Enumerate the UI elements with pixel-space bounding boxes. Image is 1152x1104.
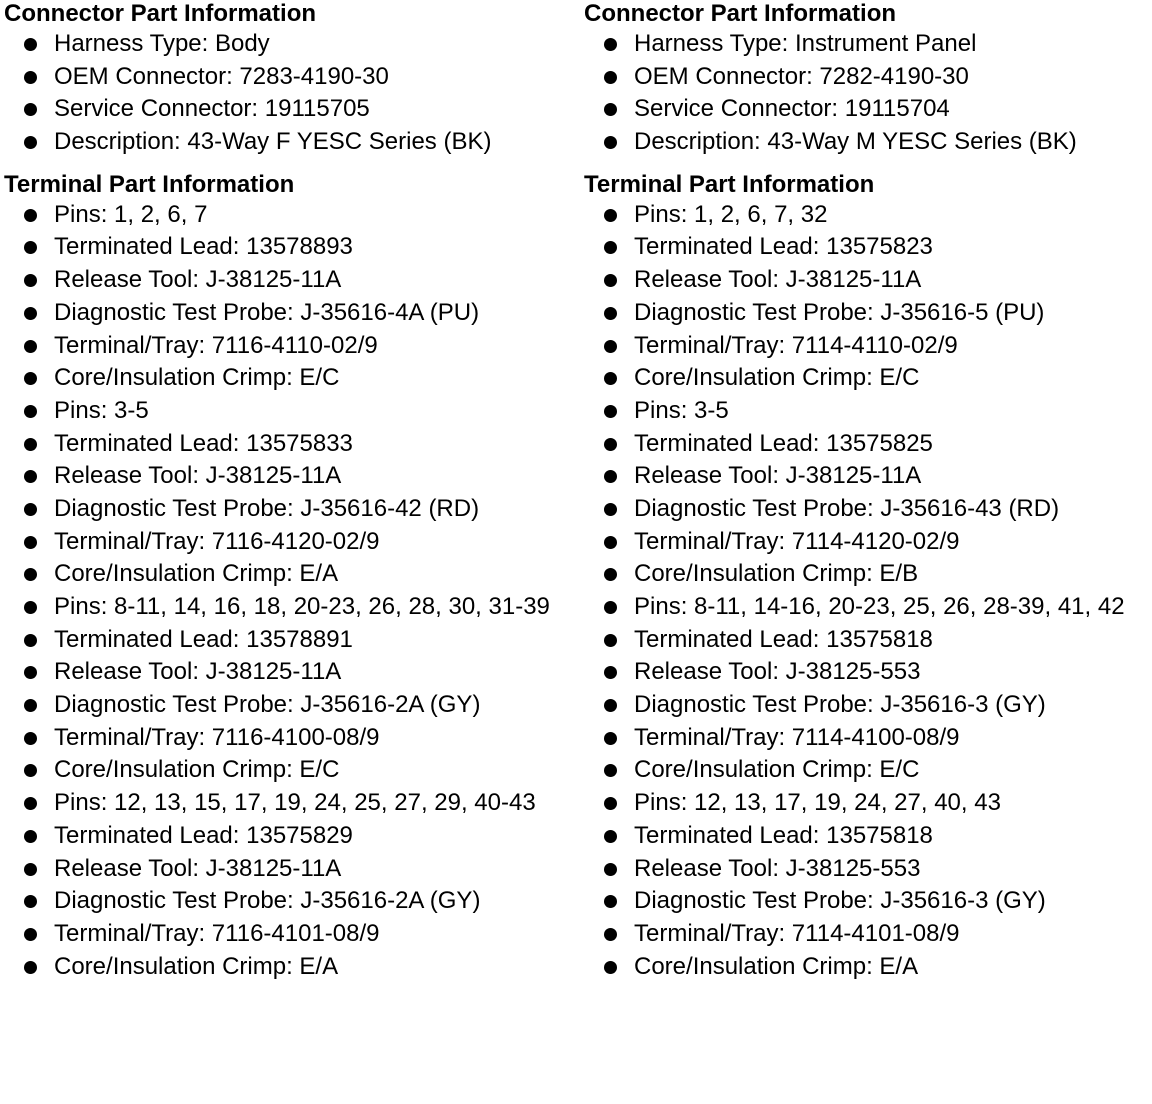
bullet-icon — [604, 830, 617, 843]
bullet-icon — [24, 503, 37, 516]
list-item-text: Core/Insulation Crimp: E/A — [54, 560, 339, 588]
list-item — [584, 199, 1150, 232]
terminal-group — [4, 591, 578, 787]
list-item-text: OEM Connector: 7283-4190-30 — [54, 62, 389, 90]
bullet-icon — [24, 438, 37, 451]
list-item — [584, 722, 1150, 755]
list-item — [4, 61, 578, 94]
list-item — [584, 362, 1150, 395]
list-item — [584, 126, 1150, 159]
list-item — [584, 264, 1150, 297]
bullet-icon — [24, 307, 37, 320]
list-item — [4, 558, 578, 591]
list-item — [584, 689, 1150, 722]
list-item — [584, 330, 1150, 363]
list-item-text: Release Tool: J-38125-11A — [54, 658, 342, 686]
list-item-text: Harness Type: Body — [54, 30, 270, 57]
list-item-text: Diagnostic Test Probe: J-35616-3 (GY) — [634, 691, 1046, 719]
list-item-text: Core/Insulation Crimp: E/A — [634, 952, 919, 980]
list-item-text: Pins: 8-11, 14-16, 20-23, 25, 26, 28-39, 41, 42 — [634, 593, 1125, 620]
list-item-text: Description: 43-Way F YESC Series (BK) — [54, 128, 492, 156]
terminal-group — [4, 395, 578, 591]
terminal-group — [584, 395, 1150, 591]
list-item — [4, 754, 578, 787]
bullet-icon — [604, 405, 617, 418]
list-item — [584, 591, 1150, 624]
terminal-group — [4, 787, 578, 983]
connector-info-list — [4, 28, 578, 159]
list-item-text: Terminal/Tray: 7114-4100-08/9 — [634, 723, 960, 751]
list-item — [4, 395, 578, 428]
list-item — [584, 93, 1150, 126]
bullet-icon — [604, 568, 617, 581]
bullet-icon — [24, 372, 37, 385]
bullet-icon — [604, 372, 617, 385]
list-item-text: Diagnostic Test Probe: J-35616-4A (PU) — [54, 298, 480, 326]
list-item-text: Terminal/Tray: 7114-4101-08/9 — [634, 919, 960, 947]
list-item — [4, 722, 578, 755]
list-item — [584, 526, 1150, 559]
bullet-icon — [604, 536, 617, 549]
bullet-icon — [604, 764, 617, 777]
list-item-text: Terminated Lead: 13578893 — [54, 233, 353, 261]
bullet-icon — [24, 764, 37, 777]
bullet-icon — [604, 274, 617, 287]
list-item-text: Service Connector: 19115705 — [54, 95, 370, 123]
bullet-icon — [604, 438, 617, 451]
list-item — [584, 656, 1150, 689]
list-item — [4, 264, 578, 297]
bullet-icon — [604, 797, 617, 810]
bullet-icon — [24, 732, 37, 745]
bullet-icon — [24, 38, 37, 51]
list-item-text: Diagnostic Test Probe: J-35616-43 (RD) — [634, 494, 1060, 522]
bullet-icon — [604, 732, 617, 745]
list-item — [584, 787, 1150, 820]
bullet-icon — [24, 340, 37, 353]
list-item — [584, 558, 1150, 591]
list-item-text: Harness Type: Instrument Panel — [634, 30, 977, 57]
connector-part-heading: Connector Part Information — [584, 0, 897, 27]
bullet-icon — [24, 136, 37, 149]
bullet-icon — [24, 601, 37, 614]
list-item — [584, 493, 1150, 526]
list-item — [4, 820, 578, 853]
list-item-text: Terminated Lead: 13575818 — [634, 821, 933, 849]
terminal-group — [584, 787, 1150, 983]
bullet-icon — [604, 699, 617, 712]
list-item-text: Service Connector: 19115704 — [634, 95, 950, 123]
bullet-icon — [604, 340, 617, 353]
bullet-icon — [604, 961, 617, 974]
terminal-group — [4, 199, 578, 395]
list-item-text: Diagnostic Test Probe: J-35616-42 (RD) — [54, 494, 480, 522]
list-item-text: OEM Connector: 7282-4190-30 — [634, 62, 969, 90]
list-item-text: Pins: 1, 2, 6, 7, 32 — [634, 200, 828, 228]
terminal-group — [584, 591, 1150, 787]
list-item-text: Core/Insulation Crimp: E/B — [634, 560, 919, 588]
list-item — [4, 460, 578, 493]
terminal-part-heading: Terminal Part Information — [584, 170, 875, 198]
list-item — [4, 591, 578, 624]
bullet-icon — [604, 307, 617, 320]
list-item — [584, 28, 1150, 61]
list-item-text: Release Tool: J-38125-553 — [634, 854, 921, 882]
list-item — [4, 93, 578, 126]
list-item — [4, 787, 578, 820]
list-item-text: Pins: 1, 2, 6, 7 — [54, 200, 208, 228]
list-item — [584, 951, 1150, 984]
list-item — [4, 526, 578, 559]
bullet-icon — [604, 928, 617, 941]
list-item — [4, 853, 578, 886]
list-item-text: Core/Insulation Crimp: E/C — [54, 364, 340, 392]
bullet-icon — [604, 863, 617, 876]
list-item-text: Pins: 12, 13, 15, 17, 19, 24, 25, 27, 29, 40-43 — [54, 789, 536, 817]
list-item-text: Pins: 3-5 — [54, 396, 149, 424]
bullet-icon — [24, 797, 37, 810]
bullet-icon — [604, 470, 617, 483]
bullet-icon — [24, 830, 37, 843]
list-item — [4, 918, 578, 951]
terminal-part-heading: Terminal Part Information — [4, 170, 295, 198]
list-item — [4, 624, 578, 657]
list-item-text: Terminal/Tray: 7116-4100-08/9 — [54, 723, 380, 751]
list-item-text: Pins: 8-11, 14, 16, 18, 20-23, 26, 28, 30, 31-39 — [54, 593, 550, 620]
list-item — [4, 689, 578, 722]
left-column — [4, 0, 578, 983]
terminal-group — [584, 199, 1150, 395]
list-item-text: Diagnostic Test Probe: J-35616-3 (GY) — [634, 887, 1046, 915]
bullet-icon — [604, 136, 617, 149]
bullet-icon — [604, 601, 617, 614]
list-item-text: Terminated Lead: 13575825 — [634, 429, 933, 457]
list-item-text: Terminated Lead: 13575829 — [54, 821, 353, 849]
list-item-text: Description: 43-Way M YESC Series (BK) — [634, 128, 1077, 156]
list-item — [4, 362, 578, 395]
bullet-icon — [24, 928, 37, 941]
list-item — [584, 853, 1150, 886]
bullet-icon — [604, 666, 617, 679]
bullet-icon — [24, 71, 37, 84]
list-item — [584, 297, 1150, 330]
list-item-text: Diagnostic Test Probe: J-35616-2A (GY) — [54, 887, 481, 915]
bullet-icon — [24, 405, 37, 418]
list-item-text: Terminal/Tray: 7114-4120-02/9 — [634, 527, 960, 555]
bullet-icon — [604, 209, 617, 222]
list-item — [584, 395, 1150, 428]
list-item — [584, 460, 1150, 493]
bullet-icon — [604, 895, 617, 908]
bullet-icon — [24, 863, 37, 876]
list-item-text: Core/Insulation Crimp: E/C — [54, 756, 340, 784]
list-item-text: Terminal/Tray: 7116-4110-02/9 — [54, 331, 378, 359]
list-item — [4, 885, 578, 918]
list-item — [4, 493, 578, 526]
bullet-icon — [24, 274, 37, 287]
bullet-icon — [604, 503, 617, 516]
list-item-text: Terminated Lead: 13575818 — [634, 625, 933, 653]
list-item — [4, 428, 578, 461]
bullet-icon — [24, 961, 37, 974]
bullet-icon — [24, 699, 37, 712]
list-item-text: Release Tool: J-38125-11A — [54, 462, 342, 490]
bullet-icon — [24, 666, 37, 679]
list-item — [584, 885, 1150, 918]
list-item-text: Release Tool: J-38125-11A — [634, 266, 922, 294]
bullet-icon — [24, 103, 37, 116]
list-item — [584, 754, 1150, 787]
list-item-text: Diagnostic Test Probe: J-35616-2A (GY) — [54, 691, 481, 719]
bullet-icon — [24, 209, 37, 222]
list-item — [4, 656, 578, 689]
connector-info-list — [584, 28, 1150, 159]
list-item-text: Release Tool: J-38125-553 — [634, 658, 921, 686]
list-item-text: Core/Insulation Crimp: E/A — [54, 952, 339, 980]
bullet-icon — [24, 634, 37, 647]
list-item-text: Pins: 12, 13, 17, 19, 24, 27, 40, 43 — [634, 789, 1001, 817]
list-item — [4, 330, 578, 363]
list-item — [4, 28, 578, 61]
bullet-icon — [604, 103, 617, 116]
list-item-text: Release Tool: J-38125-11A — [54, 266, 342, 294]
list-item-text: Release Tool: J-38125-11A — [54, 854, 342, 882]
bullet-icon — [604, 71, 617, 84]
list-item-text: Terminal/Tray: 7116-4120-02/9 — [54, 527, 380, 555]
list-item — [4, 297, 578, 330]
list-item-text: Pins: 3-5 — [634, 396, 729, 424]
right-column — [584, 0, 1150, 983]
bullet-icon — [24, 568, 37, 581]
bullet-icon — [604, 241, 617, 254]
list-item-text: Terminated Lead: 13575833 — [54, 429, 353, 457]
list-item-text: Terminal/Tray: 7116-4101-08/9 — [54, 919, 380, 947]
bullet-icon — [24, 536, 37, 549]
bullet-icon — [24, 241, 37, 254]
list-item — [584, 918, 1150, 951]
bullet-icon — [604, 38, 617, 51]
bullet-icon — [24, 470, 37, 483]
list-item — [4, 951, 578, 984]
list-item-text: Core/Insulation Crimp: E/C — [634, 364, 920, 392]
list-item-text: Terminated Lead: 13575823 — [634, 233, 933, 261]
list-item — [584, 820, 1150, 853]
list-item — [4, 126, 578, 159]
list-item-text: Terminated Lead: 13578891 — [54, 625, 353, 653]
list-item — [4, 231, 578, 264]
list-item-text: Terminal/Tray: 7114-4110-02/9 — [634, 331, 958, 359]
list-item — [584, 231, 1150, 264]
connector-part-heading: Connector Part Information — [4, 0, 317, 27]
list-item — [584, 61, 1150, 94]
bullet-icon — [604, 634, 617, 647]
list-item-text: Release Tool: J-38125-11A — [634, 462, 922, 490]
list-item — [4, 199, 578, 232]
bullet-icon — [24, 895, 37, 908]
list-item — [584, 428, 1150, 461]
list-item-text: Core/Insulation Crimp: E/C — [634, 756, 920, 784]
list-item-text: Diagnostic Test Probe: J-35616-5 (PU) — [634, 298, 1045, 326]
list-item — [584, 624, 1150, 657]
